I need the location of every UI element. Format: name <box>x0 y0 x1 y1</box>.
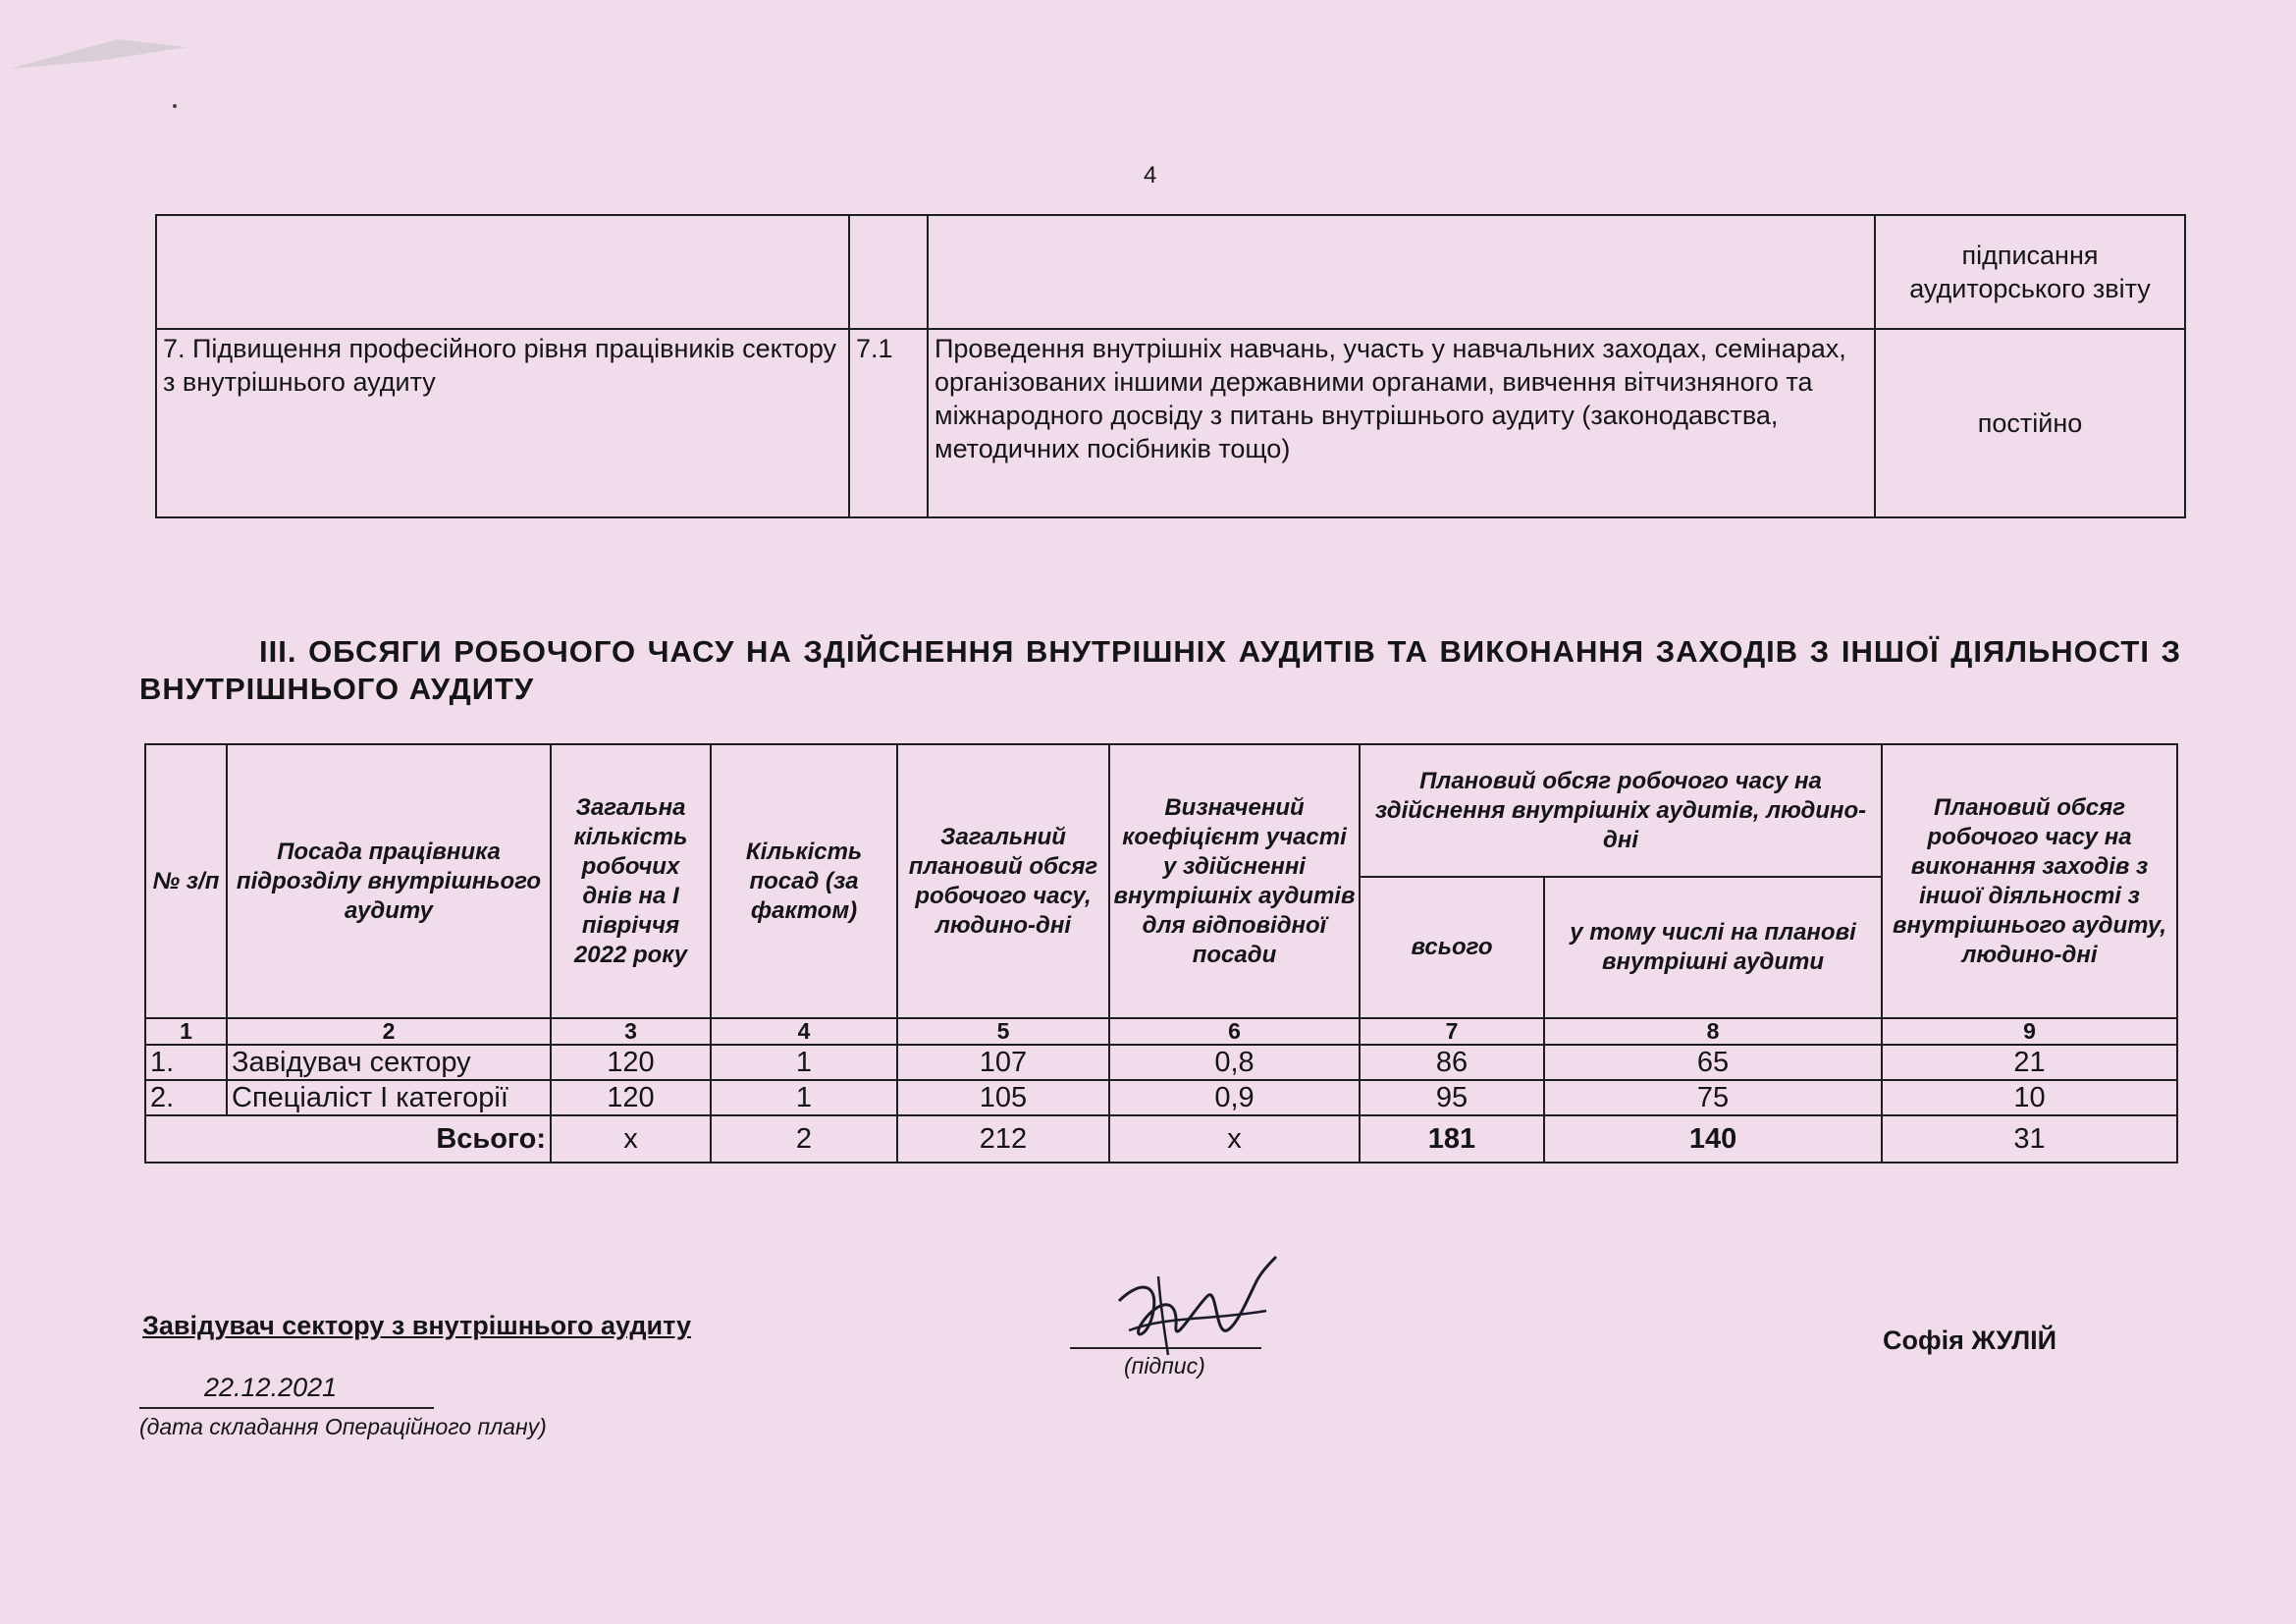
task-cell <box>156 215 849 329</box>
header-row <box>145 744 2177 877</box>
table-row <box>156 329 2185 517</box>
table-row <box>145 1045 2177 1080</box>
total-coefficient: х <box>1109 1115 1360 1163</box>
header-positions-count: Кількість посад (за фактом) <box>711 744 897 1018</box>
column-number-row <box>145 1018 2177 1045</box>
table-row <box>156 215 2185 329</box>
row-total-planned: 105 <box>897 1080 1109 1115</box>
signature-caption: (підпис) <box>1124 1353 1205 1379</box>
column-number: 2 <box>227 1018 551 1045</box>
scan-corner-mark <box>0 0 196 118</box>
column-number: 3 <box>551 1018 711 1045</box>
row-working-days: 120 <box>551 1080 711 1115</box>
row-audit-planned: 75 <box>1544 1080 1882 1115</box>
column-number: 7 <box>1360 1018 1544 1045</box>
row-position: Завідувач сектору <box>227 1045 551 1080</box>
task-cell: 7. Підвищення професійного рівня працівників сектору з внутрішнього аудиту <box>156 329 849 517</box>
column-number: 1 <box>145 1018 227 1045</box>
header-audit-planned: у тому числі на планові внутрішні аудити <box>1544 877 1882 1018</box>
column-number: 5 <box>897 1018 1109 1045</box>
row-positions-count: 1 <box>711 1045 897 1080</box>
row-other: 21 <box>1882 1045 2177 1080</box>
row-position: Спеціаліст І категорії <box>227 1080 551 1115</box>
row-coefficient: 0,8 <box>1109 1045 1360 1080</box>
signature-line <box>1070 1347 1261 1349</box>
row-no: 2. <box>145 1080 227 1115</box>
activities-table <box>155 214 2186 518</box>
header-coefficient: Визначений коефіцієнт участі у здійсненні внутрішніх аудитів для відповідної посади <box>1109 744 1360 1018</box>
page-number: 4 <box>1144 162 1157 189</box>
total-planned: 212 <box>897 1115 1109 1163</box>
table-row <box>145 1080 2177 1115</box>
header-no: № з/п <box>145 744 227 1018</box>
working-time-table <box>144 743 2178 1164</box>
header-position: Посада працівника підрозділу внутрішнього аудиту <box>227 744 551 1018</box>
total-row <box>145 1115 2177 1163</box>
header-audit-time: Плановий обсяг робочого часу на здійснення внутрішніх аудитів, людино-дні <box>1360 744 1882 877</box>
total-label: Всього: <box>145 1115 551 1163</box>
signatory-position: Завідувач сектору з внутрішнього аудиту <box>142 1311 692 1340</box>
column-number: 6 <box>1109 1018 1360 1045</box>
column-number: 8 <box>1544 1018 1882 1045</box>
total-positions-count: 2 <box>711 1115 897 1163</box>
date-line <box>139 1407 434 1409</box>
total-other: 31 <box>1882 1115 2177 1163</box>
description-cell <box>928 215 1875 329</box>
row-positions-count: 1 <box>711 1080 897 1115</box>
signatory-name: Софія ЖУЛІЙ <box>1883 1326 2057 1355</box>
code-cell: 7.1 <box>849 329 928 517</box>
total-audit-total: 181 <box>1360 1115 1544 1163</box>
code-cell <box>849 215 928 329</box>
header-other-time: Плановий обсяг робочого часу на виконання заходів з іншої діяльності з внутрішнього аудиту, людино-дні <box>1882 744 2177 1018</box>
result-cell: підписання аудиторського звіту <box>1875 215 2185 329</box>
date-caption: (дата складання Операційного плану) <box>139 1414 547 1439</box>
row-working-days: 120 <box>551 1045 711 1080</box>
handwritten-signature <box>1099 1242 1286 1370</box>
header-audit-total: всього <box>1360 877 1544 1018</box>
row-coefficient: 0,9 <box>1109 1080 1360 1115</box>
column-number: 9 <box>1882 1018 2177 1045</box>
total-audit-planned: 140 <box>1544 1115 1882 1163</box>
section-title: ІІІ. ОБСЯГИ РОБОЧОГО ЧАСУ НА ЗДІЙСНЕННЯ ВНУТРІШНІХ АУДИТІВ ТА ВИКОНАННЯ ЗАХОДІВ З ІНШОЇ ДІЯЛЬНОСТІ З ВНУТРІШНЬОГО АУДИТУ <box>139 634 2181 706</box>
row-audit-planned: 65 <box>1544 1045 1882 1080</box>
row-audit-total: 86 <box>1360 1045 1544 1080</box>
row-audit-total: 95 <box>1360 1080 1544 1115</box>
description-cell: Проведення внутрішніх навчань, участь у навчальних заходах, семінарах, організованих іншими державними органами, вивчення вітчизняного та міжнародного досвіду з питань внутрішнього аудиту (законодавства, методичних посібників тощо) <box>928 329 1875 517</box>
compilation-date: 22.12.2021 <box>204 1373 338 1402</box>
header-working-days: Загальна кількість робочих днів на І півріччя 2022 року <box>551 744 711 1018</box>
header-total-planned: Загальний плановий обсяг робочого часу, людино-дні <box>897 744 1109 1018</box>
result-cell: постійно <box>1875 329 2185 517</box>
row-no: 1. <box>145 1045 227 1080</box>
column-number: 4 <box>711 1018 897 1045</box>
row-other: 10 <box>1882 1080 2177 1115</box>
row-total-planned: 107 <box>897 1045 1109 1080</box>
total-working-days: х <box>551 1115 711 1163</box>
